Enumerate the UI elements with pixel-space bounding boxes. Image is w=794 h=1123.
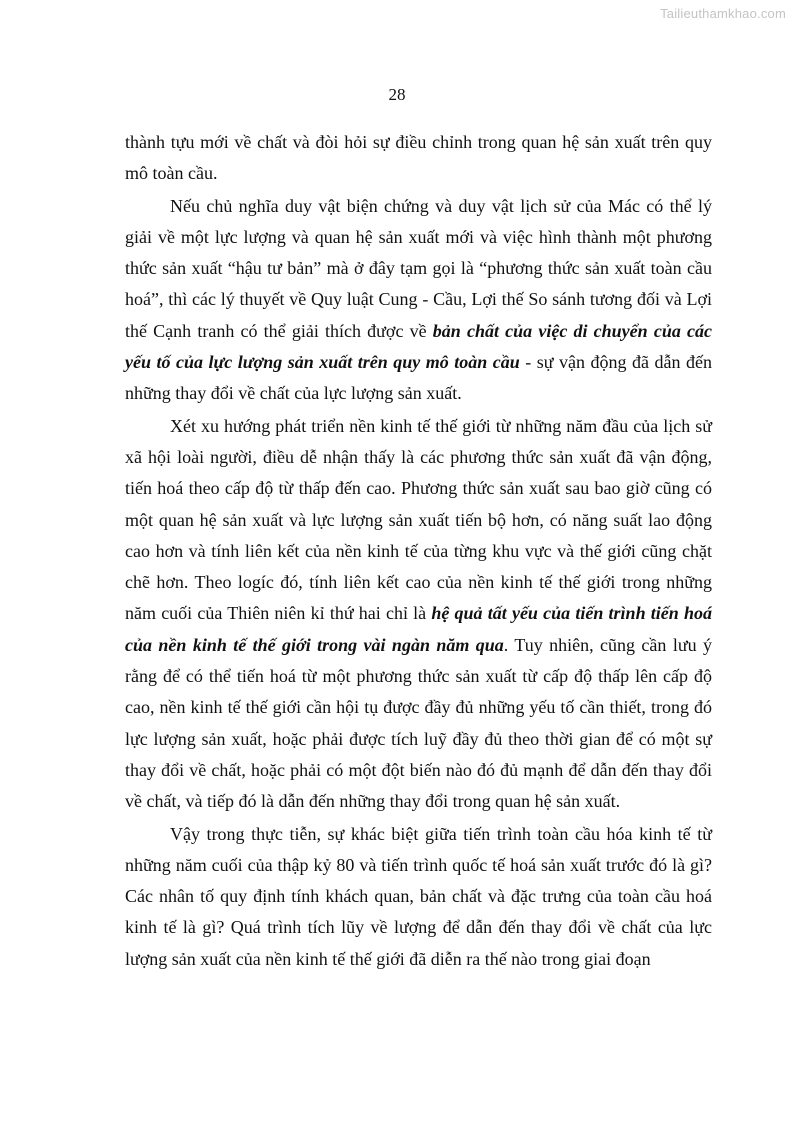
watermark: Tailieuthamkhao.com [660,6,786,21]
body-text [125,127,712,976]
paragraph-2 [125,191,712,410]
page-number: 28 [388,85,406,104]
emphasized-text: bản chất của việc di chuyển của các yếu tố của lực lượng sản xuất trên quy mô toàn cầu [125,320,713,373]
text-segment: Xét xu hướng phát triển nền kinh tế thế giới từ những năm đầu của lịch sử xã hội loài người, điều dễ nhận thấy là các phương thức sản xuất đã vận động, tiến hoá theo cấp độ từ thấp đến cao. Phương thức sản xuất sau bao giờ cũng có một quan hệ sản xuất và lực lượng sản xuất tiến bộ hơn, có năng suất lao động cao hơn và tính liên kết của nền kinh tế của từng khu vực và thế giới cũng chặt chẽ hơn. Theo logíc đó, tính liên kết cao của nền kinh tế thế giới trong những năm cuối của Thiên niên kỉ thứ hai chỉ là [125,415,712,624]
text-segment: Vậy trong thực tiễn, sự khác biệt giữa tiến trình toàn cầu hóa kinh tế từ những năm cuối của thập kỷ 80 và tiến trình quốc tế hoá sản xuất trước đó là gì? Các nhân tố quy định tính khách quan, bản chất và đặc trưng của toàn cầu hoá kinh tế là gì? Quá trình tích lũy về lượng để dẫn đến thay đổi về chất của lực lượng sản xuất của nền kinh tế thế giới đã diễn ra thế nào trong giai đoạn [125,823,712,969]
text-segment: . Tuy nhiên, cũng cần lưu ý rằng để có thể tiến hoá từ một phương thức sản xuất từ cấp độ thấp lên cấp độ cao, nền kinh tế thế giới cần hội tụ được đầy đủ những yếu tố cần thiết, trong đó lực lượng sản xuất, hoặc phải được tích luỹ đầy đủ theo thời gian để có một sự thay đổi về chất, hoặc phải có một đột biến nào đó đủ mạnh để dẫn đến thay đổi về chất, và tiếp đó là dẫn đến những thay đổi trong quan hệ sản xuất. [125,634,712,812]
paragraph-4 [125,819,712,975]
text-segment: thành tựu mới về chất và đòi hỏi sự điều chỉnh trong quan hệ sản xuất trên quy mô toàn cầu. [125,132,712,184]
text-segment: Nếu chủ nghĩa duy vật biện chứng và duy vật lịch sử của Mác có thể lý giải về một lực lượng và quan hệ sản xuất mới và việc hình thành một phương thức sản xuất “hậu tư bản” mà ở đây tạm gọi là “phương thức sản xuất toàn cầu hoá”, thì các lý thuyết về Quy luật Cung - Cầu, Lợi thế So sánh tương đối và Lợi thế Cạnh tranh có thể giải thích được về [125,195,712,341]
emphasized-text: hệ quả tất yếu của tiến trình tiến hoá của nền kinh tế thế giới trong vài ngàn năm qua [125,603,712,655]
paragraph-3 [125,411,712,818]
text-segment: - sự vận động đã dẫn đến những thay đổi về chất của lực lượng sản xuất. [125,352,712,404]
paragraph-1 [125,127,712,190]
